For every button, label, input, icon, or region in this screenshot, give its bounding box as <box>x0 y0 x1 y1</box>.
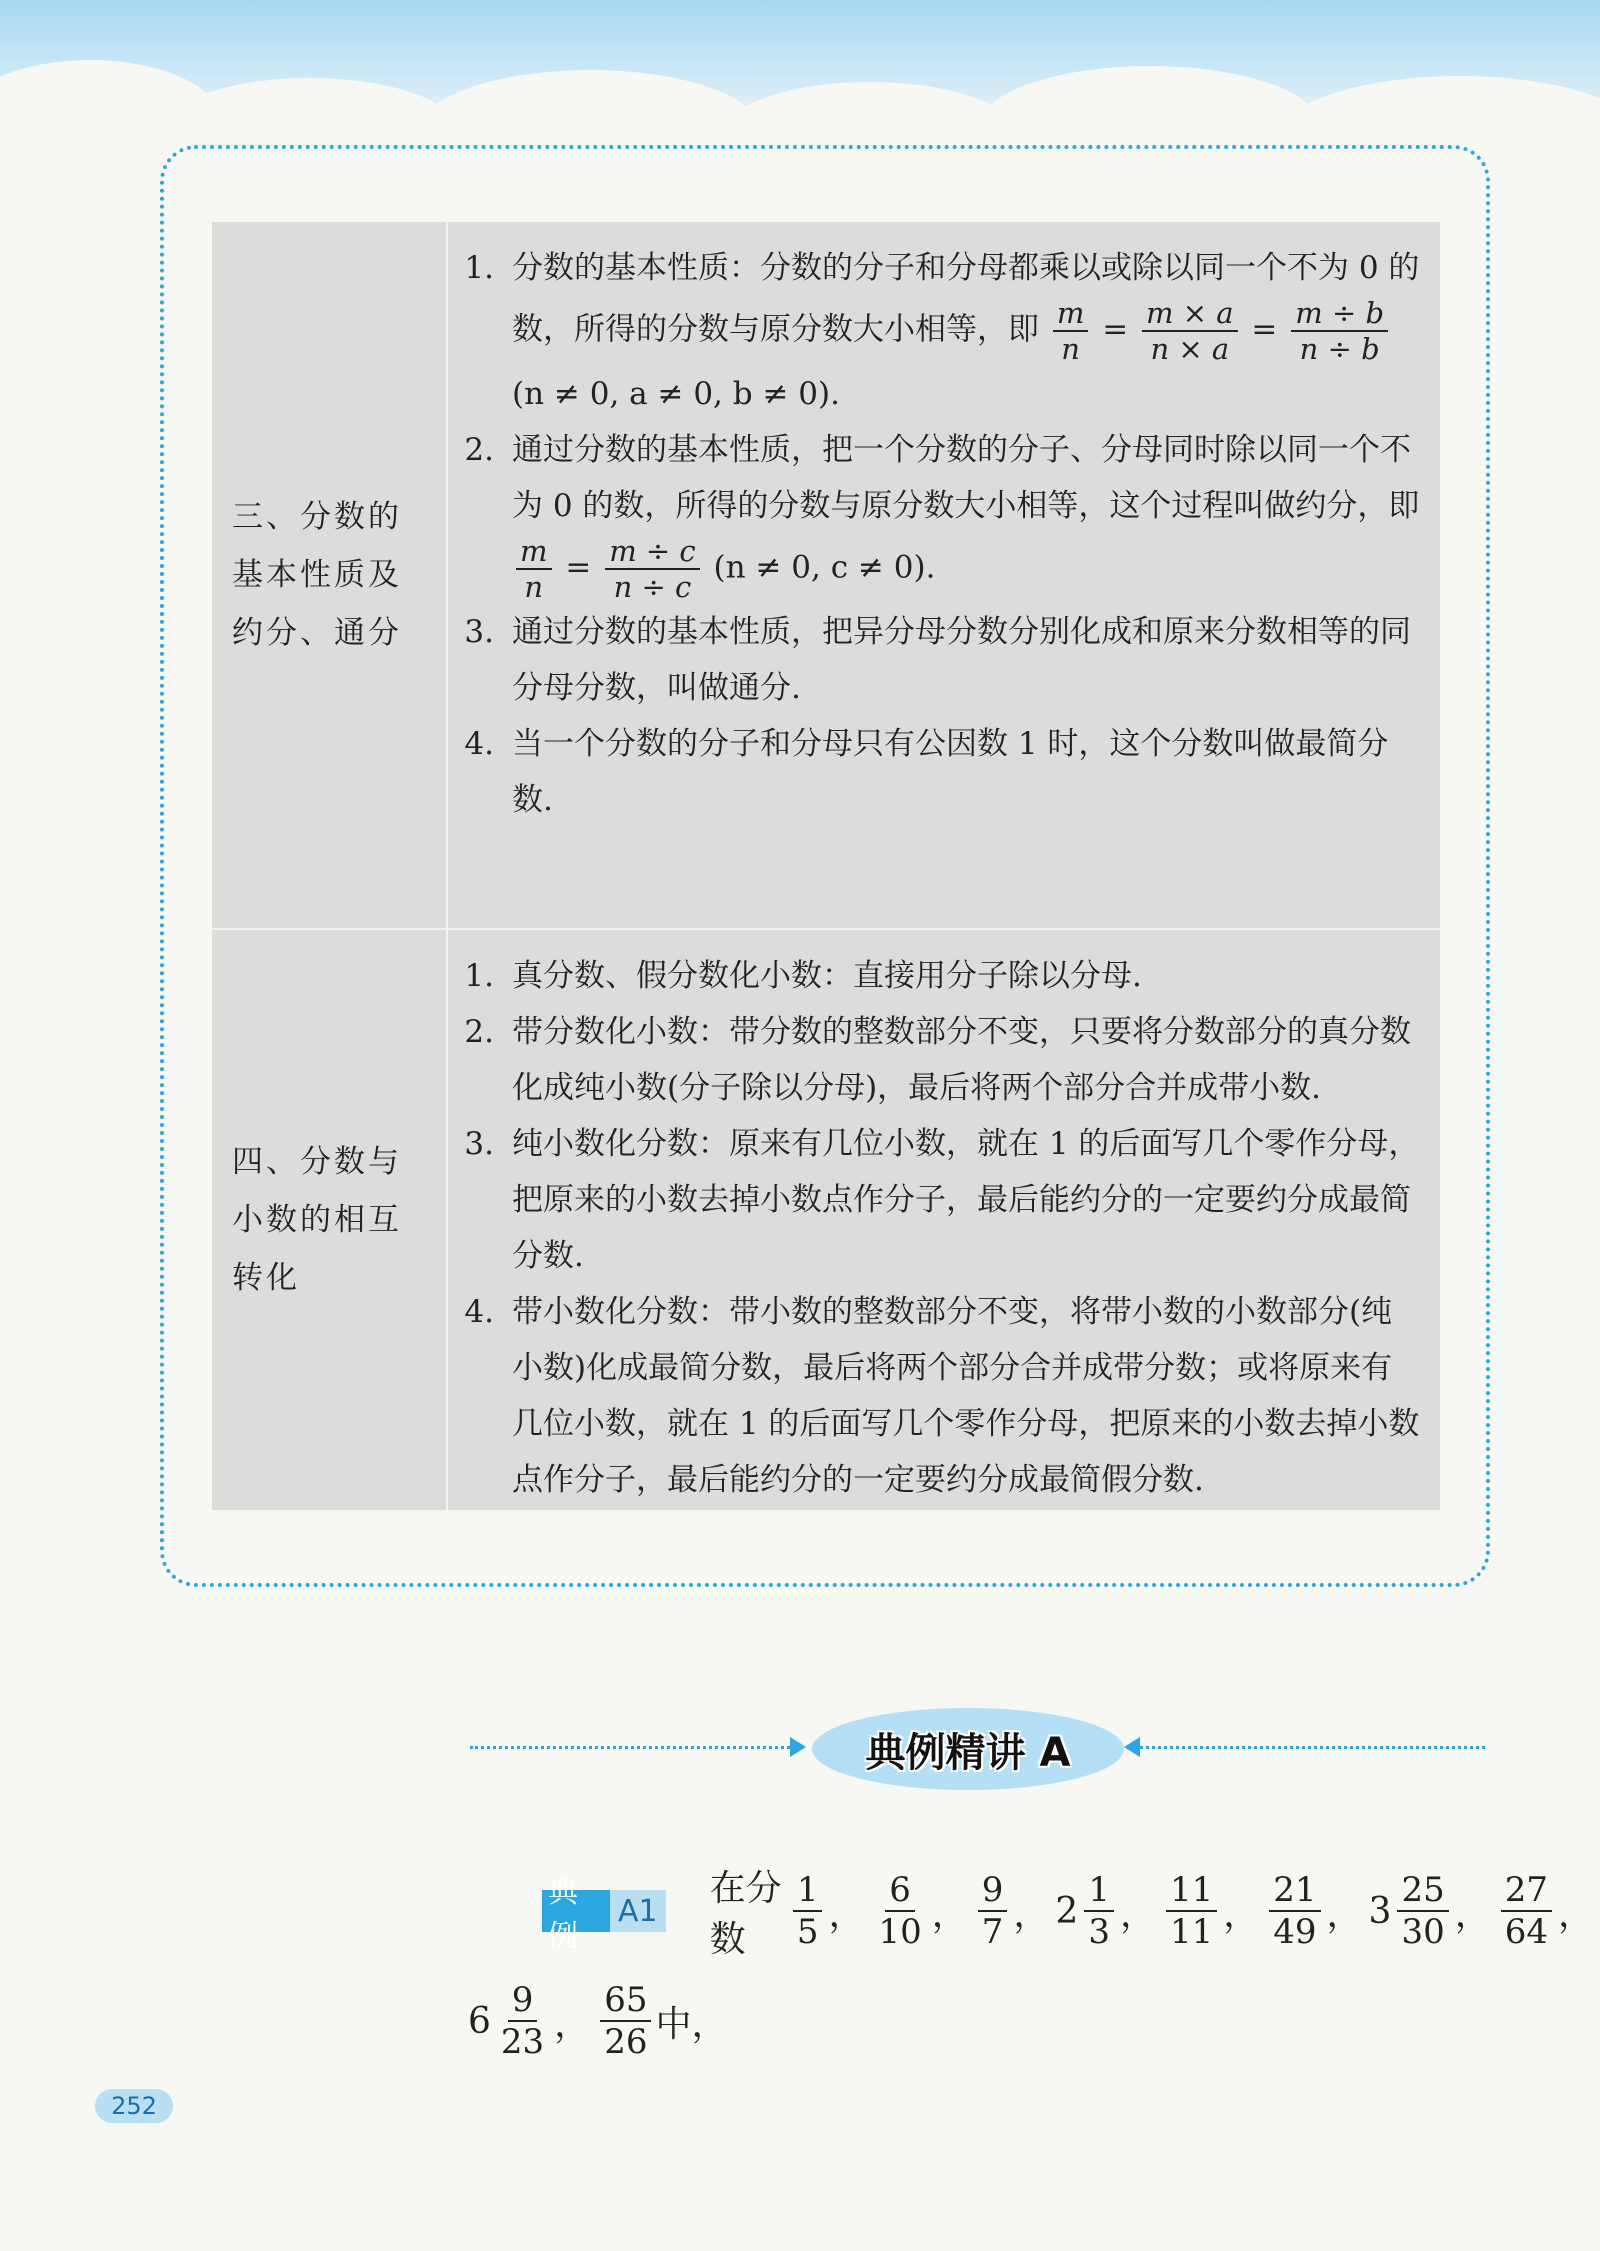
divider-right <box>1140 1746 1485 1749</box>
fraction-ma-na: $\frac{m \times a}{n \times a}$ <box>1142 296 1238 366</box>
page-number: 252 <box>95 2089 173 2123</box>
header-banner <box>0 0 1600 150</box>
section-title: 典例精讲 A <box>812 1708 1124 1790</box>
list-item: 2. 通过分数的基本性质，把一个分数的分子、分母同时除以同一个不为 0 的数，所得的分数与原分数大小相等，这个过程叫做约分，即 $\frac{m}{n}$ = $\frac{m \div c}{n \div c}$ (n ≠ 0, c ≠ 0). <box>464 432 1420 604</box>
fraction: $\frac{65}{26}$ <box>600 1980 651 2062</box>
example-end: 中， <box>655 2003 728 2045</box>
arrow-left-icon <box>1124 1737 1140 1757</box>
table-row <box>212 222 1440 930</box>
fraction: $\frac{21}{49}$ <box>1269 1870 1320 1952</box>
fraction: $\frac{6}{10}$ <box>878 1870 922 1952</box>
list-item: 3. 通过分数的基本性质，把异分母分数分别化成和原来分数相等的同分母分数，叫做通分. <box>464 614 1411 706</box>
fraction-m-n: $\frac{m}{n}$ <box>1053 296 1089 366</box>
example-intro: 在分数 <box>709 1868 782 1960</box>
row-content <box>448 222 1440 928</box>
row-title: 三、分数的基本性质及约分、通分 <box>212 222 448 928</box>
item-text: 分数的基本性质：分数的分子和分母都乘以或除以同一个不为 0 的数，所得的分数与原分数大小相等，即 <box>512 250 1420 348</box>
list-item: 4. 当一个分数的分子和分母只有公因数 1 时，这个分数叫做最简分数. <box>464 726 1389 818</box>
fraction: $\frac{9}{23}$ <box>500 1980 545 2062</box>
row-content <box>448 930 1440 1510</box>
fraction: $\frac{1}{3}$ <box>1084 1870 1114 1952</box>
fraction: $\frac{9}{7}$ <box>978 1870 1008 1952</box>
table-row <box>212 930 1440 1510</box>
summary-table <box>212 222 1440 1510</box>
item-text: 通过分数的基本性质，把一个分数的分子、分母同时除以同一个不为 0 的数，所得的分数与原分数大小相等，这个过程叫做约分，即 <box>512 432 1420 524</box>
fraction: $\frac{25}{30}$ <box>1397 1870 1448 1952</box>
fraction-m-n: $\frac{m}{n}$ <box>516 534 552 604</box>
list-item: 1. 真分数、假分数化小数：直接用分子除以分母. <box>464 958 1142 994</box>
fraction: $\frac{27}{64}$ <box>1501 1870 1552 1952</box>
fraction-mb-nb: $\frac{m \div b}{n \div b}$ <box>1291 296 1388 366</box>
divider-left <box>470 1746 790 1749</box>
example-a1: 典例 A1 在分数 $\frac{1}{5}$ ， $\frac{6}{10}$ ， $\frac{9}{7}$ ， 2 $\frac{1}{3}$ ， $\frac{11}{11}$ ， $\frac{21}{49}$ ， 3 $\frac{25}{30}$ ， $\frac{27}{64}$ ， <box>542 1860 1600 1962</box>
fraction: $\frac{1}{5}$ <box>793 1870 823 1952</box>
condition-text: (n ≠ 0, a ≠ 0, b ≠ 0). <box>512 376 840 412</box>
list-item: 1. 分数的基本性质：分数的分子和分母都乘以或除以同一个不为 0 的数，所得的分数与原分数大小相等，即 $\frac{m}{n}$ = $\frac{m \times a}{n \times a}$ = $\frac{m \div b}{n \div b}$ (n ≠ 0, a ≠ 0, b ≠ 0). <box>464 250 1420 412</box>
example-a1-continued: 6 $\frac{9}{23}$ ， $\frac{65}{26}$ 中， <box>468 1980 728 2062</box>
list-item: 3. 纯小数化分数：原来有几位小数，就在 1 的后面写几个零作分母，把原来的小数去掉小数点作分子，最后能约分的一定要约分成最简分数. <box>464 1126 1420 1274</box>
fraction-mc-nc: $\frac{m \div c}{n \div c}$ <box>605 534 699 604</box>
condition-text: (n ≠ 0, c ≠ 0). <box>713 549 936 586</box>
example-tag: 典例 A1 <box>542 1890 666 1932</box>
arrow-right-icon <box>790 1737 806 1757</box>
row-title: 四、分数与小数的相互转化 <box>212 930 448 1510</box>
fraction: $\frac{11}{11}$ <box>1166 1870 1217 1952</box>
list-item: 2. 带分数化小数：带分数的整数部分不变，只要将分数部分的真分数化成纯小数(分子除以分母)，最后将两个部分合并成带小数. <box>464 1014 1411 1106</box>
list-item: 4. 带小数化分数：带小数的整数部分不变，将带小数的小数部分(纯小数)化成最简分数，最后将两个部分合并成带分数；或将原来有几位小数，就在 1 的后面写几个零作分母，把原来的小数去掉小数点作分子，最后能约分的一定要约分成最简假分数. <box>464 1294 1420 1498</box>
